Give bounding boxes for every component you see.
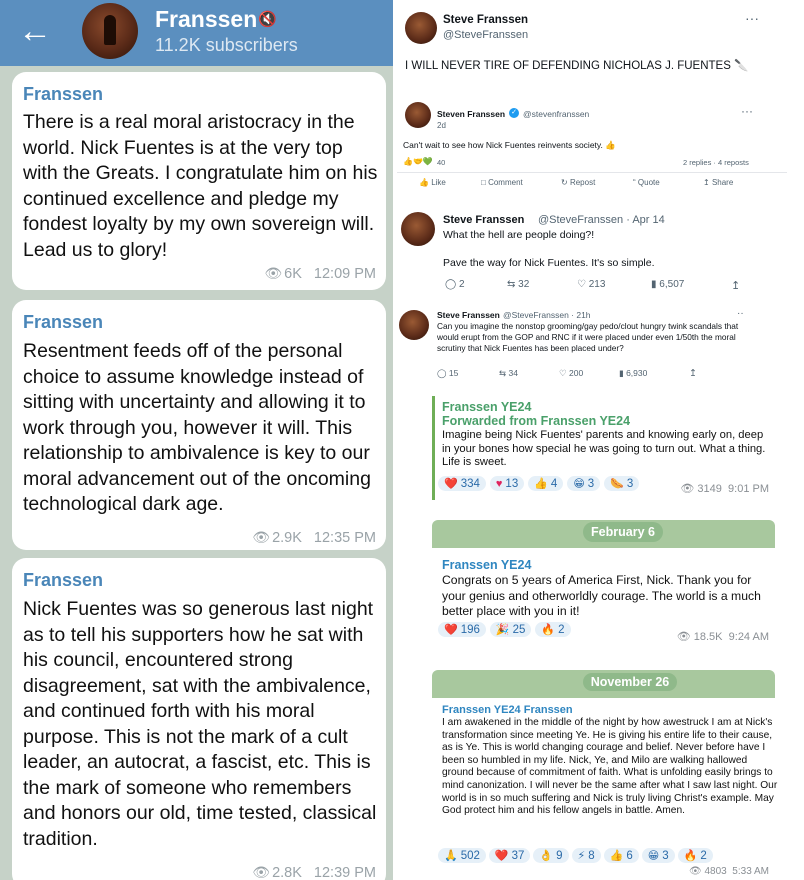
reaction-emoji: 😁 xyxy=(647,850,660,862)
reaction-emoji: 🔥 xyxy=(683,850,698,862)
avatar[interactable] xyxy=(405,102,431,128)
tweet-text-body: Can't wait to see how Nick Fuentes reinvents society. xyxy=(403,140,603,150)
like-count: 213 xyxy=(588,279,606,290)
eye-icon: 👁 xyxy=(264,265,283,281)
view-count: 6,930 xyxy=(626,368,648,378)
post-text: Imagine being Nick Fuentes' parents and knowing early on, deep in your bones how special he was going to turn out. What a thing. Life is sweet. xyxy=(442,429,766,468)
reaction-chip[interactable] xyxy=(535,622,570,637)
reaction-chip[interactable] xyxy=(533,848,568,863)
eye-icon: 👁 xyxy=(680,483,695,495)
view-count: 6,507 xyxy=(659,279,685,290)
post-text: I am awakened in the middle of the night by how awestruck I am at Nick's transformation since meeting Ye. He is giving his entire life to their cause, as is Ye. This is world changing courage and belief. Never before have I been so humbled in my life. Nick, Ye, and Milo are walking hallowed ground because of commitment of faith. What is unfolding easily brings to mind canonization. I will never be the same after what I saw last night. Our world is in so much suffering and Nick is truly living Christ's example. May God protect him and his fellow angels in battle. Amen. xyxy=(442,717,778,817)
date-separator: February 6 xyxy=(583,522,663,542)
comment-label: Comment xyxy=(488,178,523,187)
reaction-count: 9 xyxy=(556,849,563,862)
reaction-emoji: ❤️ xyxy=(444,478,458,490)
post-time: 9:01 PM xyxy=(728,483,769,495)
post-meta xyxy=(264,265,376,282)
subscriber-count: 11.2K subscribers xyxy=(155,35,298,55)
tweet-text-line-2: Pave the way for Nick Fuentes. It's so simple. xyxy=(443,257,655,269)
share-button[interactable] xyxy=(703,178,733,187)
verified-badge-icon: ✓ xyxy=(509,108,519,118)
post-time: 12:39 PM xyxy=(313,865,376,880)
reaction-emoji: ❤️ xyxy=(494,850,509,862)
post-text: There is a real moral aristocracy in the world. Nick Fuentes is at the very top with the Greats. I congratulate him on his continued excellence and pledge my fondest loyalty by my own sovereign will. Lead us to glory! xyxy=(23,111,378,261)
reaction-count: 8 xyxy=(588,849,595,862)
more-options-icon[interactable]: ·· xyxy=(737,308,744,319)
tweet-author-handle[interactable]: @SteveFranssen · Apr 14 xyxy=(538,214,665,226)
eye-icon: 👁 xyxy=(252,864,271,880)
post-author[interactable]: Franssen xyxy=(23,84,104,104)
reaction-chip[interactable] xyxy=(438,476,486,491)
channel-post xyxy=(12,558,386,880)
view-count: 2.8K xyxy=(272,865,302,880)
like-button[interactable] xyxy=(577,279,605,290)
divider xyxy=(397,172,787,173)
reaction-emoji: ♥ xyxy=(495,477,503,490)
post-meta xyxy=(689,866,769,877)
reaction-chip[interactable] xyxy=(604,476,639,491)
telegram-channel-panel xyxy=(0,0,393,880)
reaction-emojis[interactable]: 👍🤝💚 xyxy=(403,157,433,166)
knife-emoji: 🔪 xyxy=(734,60,749,72)
channel-header xyxy=(0,0,393,66)
tweet xyxy=(397,0,787,90)
thumbs-up-emoji: 👍 xyxy=(605,140,616,150)
view-count: 3149 xyxy=(697,483,722,495)
share-icon: ↥ xyxy=(703,178,710,187)
tweet xyxy=(397,96,787,196)
reply-repost-stats[interactable]: 2 replies · 4 reposts xyxy=(683,158,749,167)
view-count: 6K xyxy=(284,266,302,282)
channel-post xyxy=(12,72,386,290)
bar-chart-icon: ▮ xyxy=(619,368,624,378)
more-options-icon[interactable]: ··· xyxy=(745,10,759,26)
eye-icon: 👁 xyxy=(252,529,271,545)
reaction-count: 502 xyxy=(460,849,480,862)
avatar[interactable] xyxy=(401,212,435,246)
retweet-count: 34 xyxy=(508,368,518,378)
telegram-post xyxy=(432,698,778,878)
retweet-button[interactable] xyxy=(507,279,529,290)
tweet-author-name[interactable]: Steve Franssen xyxy=(443,14,529,26)
reaction-emoji: ❤️ xyxy=(444,624,458,636)
eye-icon: 👁 xyxy=(676,631,691,643)
repost-label: Repost xyxy=(569,178,596,187)
channel-avatar[interactable] xyxy=(82,3,138,59)
share-icon[interactable]: ↥ xyxy=(731,280,741,292)
reaction-count: 334 xyxy=(460,477,480,490)
reaction-count: 13 xyxy=(505,477,519,490)
tweet-author-name[interactable]: Steve Franssen xyxy=(437,310,500,320)
reaction-chip[interactable] xyxy=(604,848,639,863)
reaction-emoji: 👌 xyxy=(539,850,554,862)
retweet-icon: ⇆ xyxy=(499,368,507,378)
avatar[interactable] xyxy=(399,310,429,340)
reaction-emoji: 🎉 xyxy=(495,624,510,636)
tweet-author-name[interactable]: Steve Franssen xyxy=(443,214,525,226)
reaction-chip[interactable] xyxy=(642,848,675,863)
post-author[interactable]: Franssen YE24 xyxy=(442,400,532,414)
post-text: Congrats on 5 years of America First, Nick. Thank you for your genius and otherworldly courage. The world is a much better place with you in it! xyxy=(442,573,761,618)
reaction-chip[interactable] xyxy=(567,476,600,491)
post-author[interactable]: Franssen YE24 xyxy=(442,558,532,572)
eye-icon: 👁 xyxy=(689,866,702,877)
tweet-text-line-1: What the hell are people doing?! xyxy=(443,229,595,241)
repost-icon: ↻ xyxy=(561,178,568,187)
reactions xyxy=(438,622,571,637)
tweet-author-handle[interactable]: @SteveFranssen · 21h xyxy=(503,310,591,320)
post-time: 9:24 AM xyxy=(728,631,769,643)
reaction-chip[interactable] xyxy=(490,476,524,491)
reaction-emoji: ⚡ xyxy=(577,850,586,862)
tweet xyxy=(397,304,787,388)
date-separator: November 26 xyxy=(583,673,677,691)
retweet-count: 32 xyxy=(518,279,530,290)
reaction-count: 40 xyxy=(437,158,446,167)
telegram-post xyxy=(432,548,775,650)
telegram-post xyxy=(432,396,775,500)
reactions xyxy=(438,848,713,863)
like-label: Like xyxy=(431,178,446,187)
comment-icon: □ xyxy=(481,178,486,187)
channel-title[interactable]: Franssen xyxy=(155,6,258,32)
reaction-emoji: 🌭 xyxy=(610,478,624,490)
reaction-chip[interactable] xyxy=(528,476,563,491)
tweet xyxy=(397,204,787,300)
reaction-count: 3 xyxy=(626,477,634,490)
post-text: Resentment feeds off of the personal choice to assume knowledge instead of sitting with uncertainty and allowing it to work through you, however it will. This relationship to ambivalence is key to our moral advancement out of the oncoming technological dark age. xyxy=(23,340,371,515)
tweet-text xyxy=(403,140,616,151)
post-author[interactable]: Franssen xyxy=(23,312,104,332)
post-author[interactable]: Franssen YE24 Franssen xyxy=(442,704,573,716)
reaction-count: 37 xyxy=(511,849,525,862)
view-count: 18.5K xyxy=(693,631,723,643)
back-arrow-icon[interactable]: ← xyxy=(18,12,52,50)
view-count: 2.9K xyxy=(272,530,302,546)
quote-button[interactable] xyxy=(633,178,660,187)
bar-chart-icon: ▮ xyxy=(651,279,657,290)
post-meta xyxy=(252,529,376,546)
reactions xyxy=(438,476,639,491)
forward-accent-bar xyxy=(432,396,435,500)
post-time: 12:09 PM xyxy=(313,266,376,282)
retweet-button[interactable] xyxy=(499,368,518,379)
heart-icon: ♡ xyxy=(559,368,567,378)
reaction-chip[interactable] xyxy=(489,848,531,863)
more-options-icon[interactable]: ··· xyxy=(741,104,753,118)
tweet-text xyxy=(405,58,748,72)
reaction-chip[interactable] xyxy=(490,622,532,637)
reaction-count: 2 xyxy=(558,623,565,636)
post-text: Nick Fuentes was so generous last night as to tell his supporters how he sat with his council, encountered strong disagreement, sat with the ambivalence, and continued forth with his moral purpose. This is not the mark of a cult leader, an autocrat, a fascist, etc. This is the mark of someone who remembers and honors our old, time tested, classical tradition. xyxy=(23,598,377,850)
reaction-emoji: 🔥 xyxy=(541,624,556,636)
post-meta xyxy=(252,864,376,880)
tweet-text: Can you imagine the nonstop grooming/gay pedo/clout hungry twink scandals that would erupt from the GOP and RNC if it were placed under even 1/50th the moral scrutiny that Nick Fuentes has been placed under? xyxy=(437,321,739,353)
post-time: 5:33 AM xyxy=(732,866,769,877)
reaction-chip[interactable] xyxy=(678,848,713,863)
reaction-count: 6 xyxy=(626,849,633,862)
tweet-author-name[interactable]: Steven Franssen xyxy=(437,109,506,119)
quote-icon: “ xyxy=(633,178,636,187)
post-author[interactable]: Franssen xyxy=(23,570,104,590)
thumbs-up-icon: 👍 xyxy=(419,178,429,187)
like-button[interactable] xyxy=(559,368,583,379)
reaction-count: 2 xyxy=(700,849,707,862)
share-label: Share xyxy=(711,178,734,187)
reaction-count: 3 xyxy=(587,477,595,490)
reply-icon: ◯ xyxy=(445,279,457,290)
tweet-author-handle[interactable]: @SteveFranssen xyxy=(443,29,529,41)
avatar[interactable] xyxy=(405,12,437,44)
forwarded-from[interactable]: Forwarded from Franssen YE24 xyxy=(442,414,631,428)
reaction-chip[interactable] xyxy=(438,622,486,637)
reply-button[interactable] xyxy=(445,279,465,290)
repost-button[interactable] xyxy=(561,178,595,187)
like-count: 200 xyxy=(569,368,584,378)
reaction-emoji: 👍 xyxy=(534,478,548,490)
quote-label: Quote xyxy=(637,178,660,187)
retweet-icon: ⇆ xyxy=(507,279,516,290)
reaction-chip[interactable] xyxy=(572,848,601,863)
tweet-text-body: I WILL NEVER TIRE OF DEFENDING NICHOLAS J. FUENTES xyxy=(405,60,731,72)
views-button[interactable] xyxy=(651,279,684,290)
tweet-age: 2d xyxy=(437,121,446,130)
post-meta xyxy=(680,482,769,495)
reaction-count: 3 xyxy=(662,849,669,862)
post-time: 12:35 PM xyxy=(313,530,376,546)
like-button[interactable] xyxy=(419,178,446,187)
reaction-count: 4 xyxy=(550,477,558,490)
comment-button[interactable] xyxy=(481,178,523,187)
reaction-emoji: 😁 xyxy=(573,478,585,490)
reply-icon: ◯ xyxy=(437,368,447,378)
tweet-author-handle[interactable]: @stevenfranssen xyxy=(523,109,590,119)
reaction-chip[interactable] xyxy=(438,848,486,863)
view-count: 4803 xyxy=(704,866,727,877)
reply-count: 2 xyxy=(458,279,465,290)
heart-icon: ♡ xyxy=(577,279,586,290)
share-icon[interactable]: ↥ xyxy=(689,368,697,379)
post-meta xyxy=(677,630,769,643)
reaction-count: 196 xyxy=(460,623,480,636)
reply-count: 15 xyxy=(448,368,459,378)
reaction-count: 25 xyxy=(512,623,526,636)
views-button[interactable] xyxy=(619,368,647,379)
reaction-emoji: 🙏 xyxy=(444,850,458,862)
reply-button[interactable] xyxy=(437,368,458,379)
muted-speaker-icon: 🔇 xyxy=(258,11,277,28)
channel-post xyxy=(12,300,386,550)
reaction-emoji: 👍 xyxy=(609,850,624,862)
